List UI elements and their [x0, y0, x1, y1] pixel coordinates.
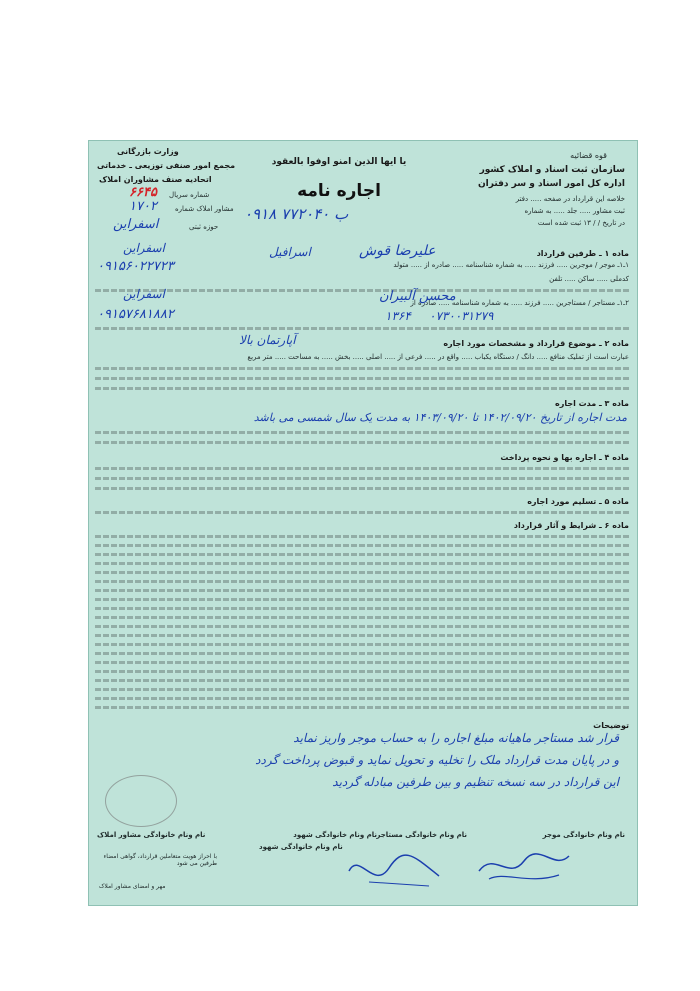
- notes-hand-2: و در پایان مدت قرارداد ملک را تخلیه و تحویل نماید و قبوض پرداخت گردد: [255, 753, 619, 767]
- article6-heading: ماده ۶ ـ شرایط و آثار قرارداد: [513, 521, 629, 530]
- article3-hand: مدت اجاره از تاریخ ۱۴۰۲/۰۹/۲۰ تا ۱۴۰۳/۰۹/۲۰ به مدت یک سال شمسی می باشد: [253, 411, 627, 424]
- article1-heading: ماده ۱ ـ طرفین قرارداد: [536, 249, 629, 258]
- union-label: اتحادیه صنف مشاوران املاک: [99, 175, 212, 184]
- lessor-hand-name: علیرضا قوش: [359, 243, 436, 259]
- lessee-hand-city: اسفراین: [123, 287, 165, 301]
- lessor-hand-father: اسرافیل: [269, 245, 311, 259]
- summary-line: خلاصه این قرارداد در صفحه ..... دفتر: [515, 195, 625, 203]
- sig-lessee-label: نام ونام خانوادگی مستاجر: [376, 831, 467, 839]
- document-number: ۰۹۱۸ ب ۷۷۲۰۴۰: [244, 205, 349, 223]
- assembly-label: مجمع امور صنفی توزیعی ـ خدماتی: [97, 161, 236, 170]
- advisor-value: ۱۷۰۲: [129, 199, 157, 214]
- notes-heading: توضیحات: [593, 721, 629, 730]
- article1-lessor-line: ۱ـ۱ـ موجر / موجرین ..... فرزند ..... به شماره شناسنامه ..... صادره از ..... متولد: [393, 261, 629, 269]
- lessee-hand-name: محسن آلبیران: [379, 289, 456, 304]
- article1-lessee-line: ۲ـ۱ـ مستاجر / مستاجرین ..... فرزند ..... به شماره شناسنامه ..... صادره از: [410, 299, 629, 307]
- ministry-label: وزارت بازرگانی: [117, 147, 179, 156]
- judiciary-label: قوه قضائیه: [570, 151, 607, 160]
- advisor-label: مشاور املاک شماره: [175, 205, 234, 213]
- area-value: اسفراین: [113, 217, 159, 232]
- serial-value: ۶۶۴۵: [129, 185, 157, 200]
- sig-witness1-label: نام ونام خانوادگی شهود: [293, 831, 377, 839]
- lessee-code: ۰۷۳۰۰۳۱۲۷۹: [429, 309, 494, 323]
- register-line: ثبت مشاور ..... جلد ..... به شماره: [524, 207, 625, 215]
- area-label: حوزه ثبتی: [189, 223, 219, 231]
- lessee-signature: [339, 846, 449, 896]
- registry-dept: اداره کل امور اسناد و سر دفتران: [477, 179, 625, 189]
- sig-stamp-note: مهر و امضای مشاور املاک: [99, 883, 166, 890]
- lease-form-sheet: [88, 140, 638, 906]
- verse: یا ایها الذین امنو اوفوا بالعقود: [271, 157, 407, 167]
- article4-heading: ماده ۴ ـ اجاره بها و نحوه پرداخت: [500, 453, 629, 462]
- sig-witness2-label: نام ونام خانوادگی شهود: [259, 843, 343, 851]
- sig-advisor-note: با احراز هویت متعاملین قرارداد، گواهی امضاء طرفین می شود: [103, 853, 217, 867]
- date-line: در تاریخ / / ۱۳ ثبت شده است: [537, 219, 625, 227]
- article3-heading: ماده ۳ ـ مدت اجاره: [554, 399, 629, 408]
- lessor-phone: ۰۹۱۵۶۰۲۲۷۲۳: [97, 259, 174, 274]
- advisor-stamp: [105, 775, 177, 827]
- article2-hand: آپارتمان بالا: [239, 333, 296, 347]
- notes-hand-1: قرار شد مستاجر ماهیانه مبلغ اجاره را به حساب موجر واریز نماید: [293, 731, 619, 745]
- registry-org: سازمان ثبت اسناد و املاک کشور: [479, 165, 625, 175]
- sig-advisor-label: نام ونام خانوادگی مشاور املاک: [97, 831, 206, 839]
- serial-label: شماره سریال: [169, 191, 210, 199]
- lessee-phone: ۰۹۱۵۷۶۸۱۸۸۲: [97, 307, 174, 322]
- article1-lessor-line2: کدملی ..... ساکن ..... تلفن: [549, 275, 629, 283]
- lessor-signature: [469, 841, 579, 891]
- sig-lessor-label: نام ونام خانوادگی موجر: [542, 831, 625, 839]
- notes-hand-3: این قرارداد در سه نسخه تنظیم و بین طرفین مبادله گردید: [332, 775, 619, 789]
- lessee-year: ۱۳۶۴: [385, 309, 411, 323]
- lessor-hand-city: اسفراین: [123, 241, 165, 255]
- document-title: اجاره نامه: [297, 181, 381, 201]
- article2-text: عبارت است از تملیک منافع ..... دانگ / دستگاه یکباب ..... واقع در ..... فرعی از ..... اصلی ..... بخش ..... به مساحت ..... متر مربع: [247, 353, 629, 361]
- article5-heading: ماده ۵ ـ تسلیم مورد اجاره: [527, 497, 629, 506]
- article2-heading: ماده ۲ ـ موضوع قرارداد و مشخصات مورد اجاره: [443, 339, 629, 348]
